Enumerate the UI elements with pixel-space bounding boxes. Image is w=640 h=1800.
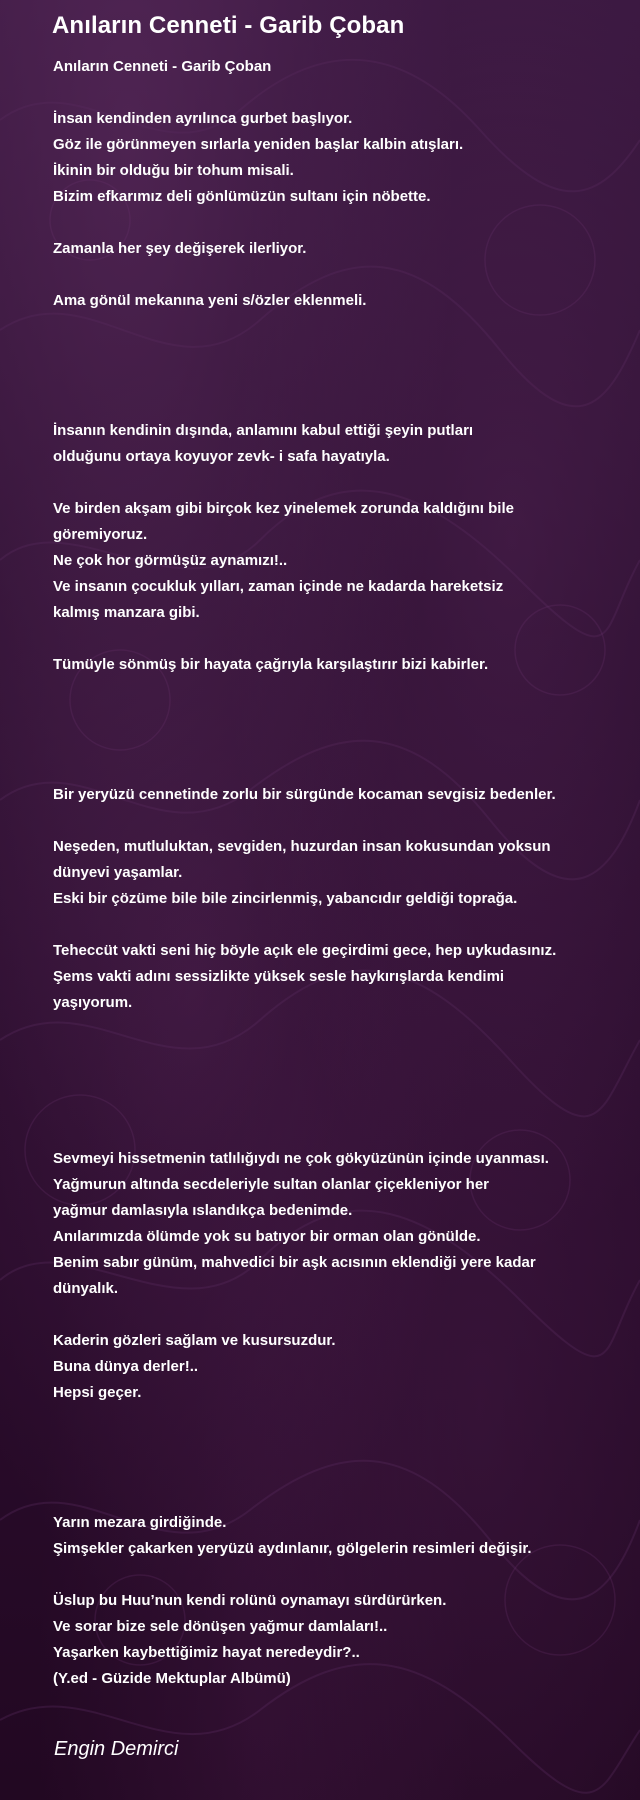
poem-text: Anıların Cenneti - Garib Çoban İnsan kendinden ayrılınca gurbet başlıyor. Göz ile görünmeyen sırlarla yeniden başlar kalbin atışları. İkinin bir olduğu bir tohum misali. Bizim efkarımız deli gönlümüzün sultanı için nöbette. Zamanla her şey değişerek ilerliyor. Ama gönül mekanına yeni s/özler eklenmeli. İnsanın kendinin dışında, anlamını kabul ettiği şeyin putları olduğunu ortaya koyuyor zevk- i safa hayatıyla. Ve birden akşam gibi birçok kez yinelemek zorunda kaldığını bile göremiyoruz. Ne çok hor görmüşüz aynamızı!.. Ve insanın çocukluk yılları, zaman içinde ne kadarda hareketsiz kalmış manzara gibi. Tümüyle sönmüş bir hayata çağrıyla karşılaştırır bizi kabirler. Bir yeryüzü cennetinde zorlu bir sürgünde kocaman sevgisiz bedenler. Neşeden, mutluluktan, sevgiden, huzurdan insan kokusundan yoksun dünyevi yaşamlar. Eski bir çözüme bile bile zincirlenmiş, yabancıdır geldiği toprağa. Teheccüt vakti seni hiç böyle açık ele geçirdimi gece, hep uykudasınız. Şems vakti adını sessizlikte yüksek sesle haykırışlarda kendimi yaşıyorum. Sevmeyi hissetmenin tatlılığıydı ne çok gökyüzünün içinde uyanması. Yağmurun altında secdeleriyle sultan olanlar çiçekleniyor her yağmur damlasıyla ıslandıkça bedenimde. Anılarımızda ölümde yok su batıyor bir orman olan gönülde. Benim sabır günüm, mahvedici bir aşk acısının eklendiği yere kadar dünyalık. Kaderin gözleri sağlam ve kusursuzdur. Buna dünya derler!.. Hepsi geçer. Yarın mezara girdiğinde. Şimşekler çakarken yeryüzü aydınlanır, gölgelerin resimleri değişir. Üslup bu Huu’nun kendi rolünü oynamayı sürdürürken. Ve sorar bize sele dönüşen yağmur damlaları!.. Yaşarken kaybettiğimiz hayat neredeydir?.. (Y.ed - Güzide Mektuplar Albümü) [53,58,557,1687]
page-title: Anıların Cenneti - Garib Çoban [52,12,405,39]
author-name: Engin Demirci [54,1738,179,1760]
